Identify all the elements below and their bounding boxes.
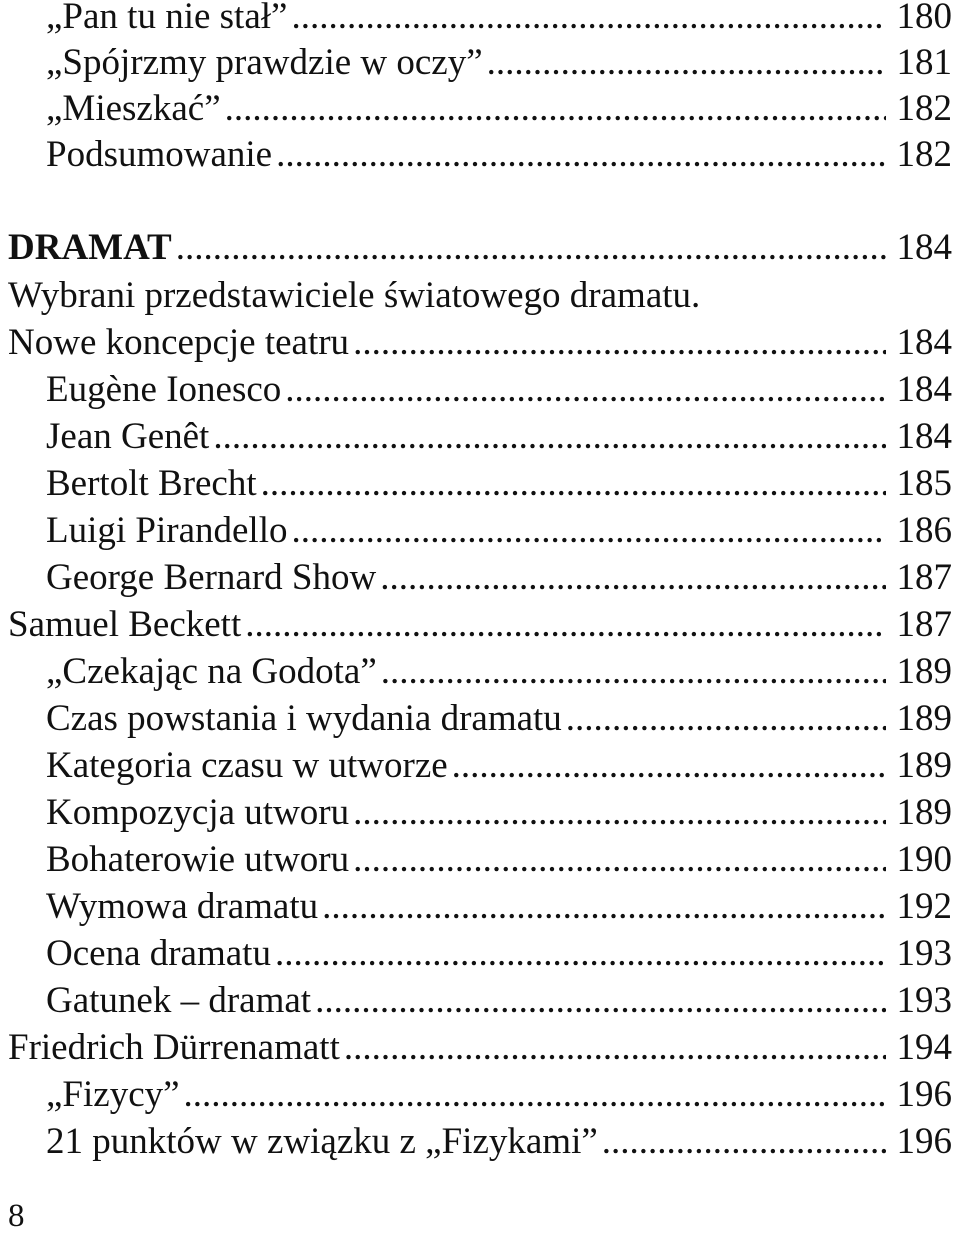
toc-leader-dots	[245, 602, 886, 648]
toc-entry-title: Wymowa dramatu	[46, 886, 319, 927]
toc-leader-dots	[291, 0, 886, 40]
toc-entry	[0, 273, 952, 319]
toc-entry-page: 187	[896, 557, 952, 598]
toc-entry-page: 196	[896, 1121, 952, 1162]
toc-leader-dots	[602, 1119, 886, 1165]
toc-entry	[0, 414, 952, 460]
toc-leader-dots	[322, 884, 886, 930]
toc-entry	[0, 1025, 952, 1071]
toc-entry-page: 187	[896, 604, 952, 645]
toc-entry-title: Samuel Beckett	[8, 604, 242, 645]
toc-entry	[0, 1119, 952, 1165]
toc-entry-title: „Czekając na Godota”	[46, 651, 377, 692]
toc-leader-dots	[275, 931, 886, 977]
toc-entry-title: Kategoria czasu w utworze	[46, 745, 448, 786]
toc-leader-dots	[276, 132, 886, 178]
toc-entry	[0, 0, 952, 40]
toc-entry-title: DRAMAT	[8, 227, 172, 268]
toc-entry-title: Gatunek – dramat	[46, 980, 312, 1021]
toc-entry	[0, 86, 952, 132]
toc-entry	[0, 884, 952, 930]
toc-entry-page: 189	[896, 745, 952, 786]
toc-entry-title: Eugène Ionesco	[46, 369, 282, 410]
toc-entry-title: Kompozycja utworu	[46, 792, 350, 833]
toc-leader-dots	[353, 837, 886, 883]
toc-entry-page: 181	[896, 42, 952, 83]
toc-entry-title: Luigi Pirandello	[46, 510, 288, 551]
toc-leader-dots	[381, 649, 886, 695]
toc-leader-dots	[353, 320, 886, 366]
toc-entry-title: „Pan tu nie stał”	[46, 0, 288, 37]
toc-leader-dots	[487, 40, 886, 86]
toc-entry-title: Podsumowanie	[46, 134, 273, 175]
toc-entry-title: Ocena dramatu	[46, 933, 271, 974]
toc-entry-page: 184	[896, 369, 952, 410]
toc-entry-page: 196	[896, 1074, 952, 1115]
toc-entry-title: „Fizycy”	[46, 1074, 180, 1115]
toc-entry	[0, 132, 952, 178]
toc-entry-page: 189	[896, 651, 952, 692]
toc-entry	[0, 40, 952, 86]
toc-entry-page: 193	[896, 980, 952, 1021]
toc-entry-title: 21 punktów w związku z „Fizykami”	[46, 1121, 598, 1162]
toc-entry-title: „Spójrzmy prawdzie w oczy”	[46, 42, 483, 83]
page-number: 8	[8, 1198, 25, 1234]
toc-entry	[0, 790, 952, 836]
toc-leader-dots	[261, 461, 886, 507]
toc-leader-dots	[285, 367, 886, 413]
toc-leader-dots	[213, 414, 886, 460]
toc-entry	[0, 508, 952, 554]
toc-entry	[0, 367, 952, 413]
toc-entry	[0, 931, 952, 977]
toc-entry-title: Bohaterowie utworu	[46, 839, 350, 880]
toc-entry-page: 184	[896, 227, 952, 268]
toc-leader-dots	[353, 790, 886, 836]
toc-entry-title: Nowe koncepcje teatru	[8, 322, 350, 363]
toc-entry	[0, 978, 952, 1024]
toc-entry-page: 194	[896, 1027, 952, 1068]
toc-entry	[0, 837, 952, 883]
toc-entry	[0, 1072, 952, 1118]
toc-entry	[0, 743, 952, 789]
toc-leader-dots	[344, 1025, 886, 1071]
toc-leader-dots	[452, 743, 886, 789]
toc-entry	[0, 555, 952, 601]
toc-entry-page: 184	[896, 416, 952, 457]
toc-entry	[0, 320, 952, 366]
toc-entry-title: Friedrich Dürrenamatt	[8, 1027, 340, 1068]
toc-entry-page: 186	[896, 510, 952, 551]
toc-entry-title: Jean Genêt	[46, 416, 210, 457]
toc-entry-title: Czas powstania i wydania dramatu	[46, 698, 562, 739]
toc-entry-page: 189	[896, 698, 952, 739]
toc-leader-dots	[380, 555, 886, 601]
toc-entry-page: 192	[896, 886, 952, 927]
toc-entry-page: 182	[896, 88, 952, 129]
toc-leader-dots	[184, 1072, 886, 1118]
toc-section-heading	[0, 225, 952, 271]
toc-leader-dots	[566, 696, 886, 742]
toc-entry-page: 180	[896, 0, 952, 37]
toc-leader-dots	[315, 978, 886, 1024]
toc-entry	[0, 461, 952, 507]
toc-entry-page: 184	[896, 322, 952, 363]
toc-leader-dots	[176, 225, 886, 271]
toc-leader-dots	[292, 508, 887, 554]
toc-entry	[0, 649, 952, 695]
toc-entry-page: 190	[896, 839, 952, 880]
toc-leader-dots	[225, 86, 886, 132]
toc-entry-page: 189	[896, 792, 952, 833]
toc-entry-page: 193	[896, 933, 952, 974]
toc-entry-page: 182	[896, 134, 952, 175]
toc-entry-page: 185	[896, 463, 952, 504]
toc-entry-title: George Bernard Show	[46, 557, 377, 598]
toc-entry-title: Bertolt Brecht	[46, 463, 257, 504]
toc-entry	[0, 602, 952, 648]
toc-entry-title: „Mieszkać”	[46, 88, 221, 129]
toc-entry	[0, 696, 952, 742]
toc-entry-title: Wybrani przedstawiciele światowego dramatu.	[8, 275, 701, 316]
